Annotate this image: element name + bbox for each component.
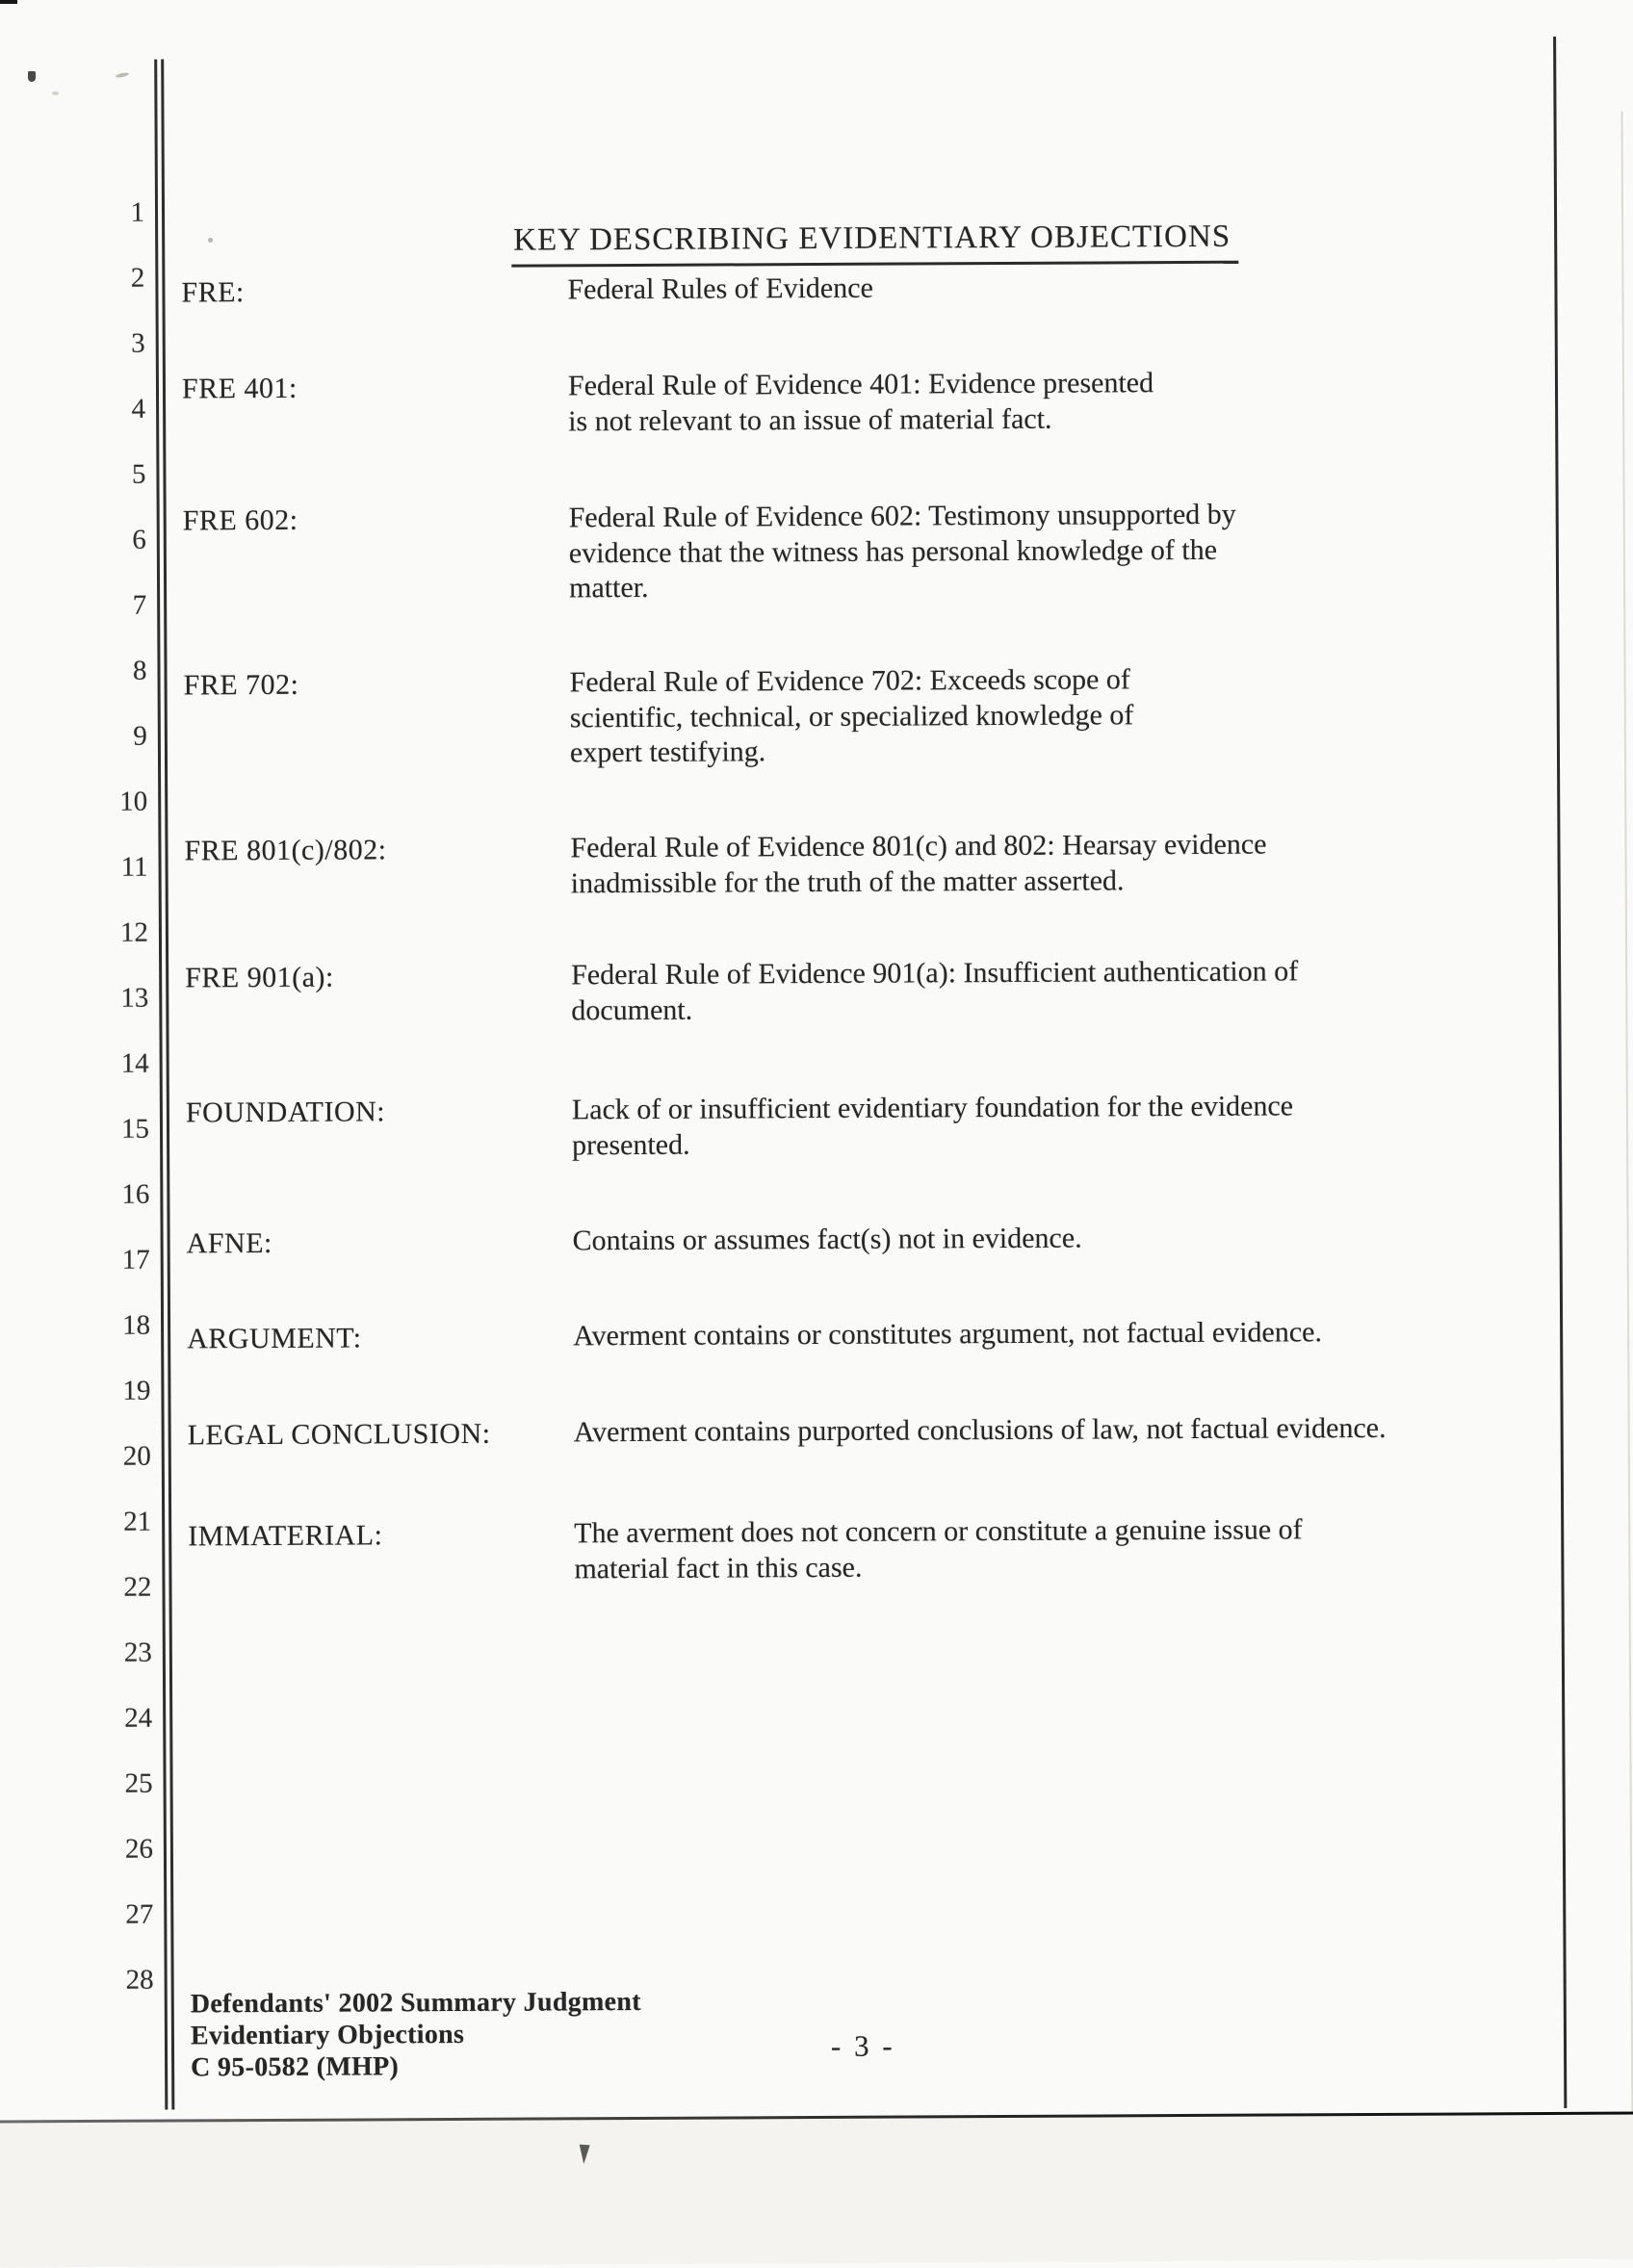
key-term-label: FOUNDATION: [185,1095,386,1129]
key-term-definition: Federal Rule of Evidence 401: Evidence presented is not relevant to an issue of material fact. [567,367,1154,437]
key-term-definition: Averment contains or constitutes argument, not factual evidence. [573,1316,1323,1353]
line-number: 18 [121,1309,151,1341]
footer-case-caption: Defendants' 2002 Summary Judgment Evidentiary Objections C 95-0582 (MHP) [190,1986,641,2083]
line-number: 12 [119,916,149,948]
key-term-label: FRE: [181,276,245,309]
key-term-label: FRE 602: [182,503,298,537]
key-term-label: FRE 801(c)/802: [184,834,387,867]
line-number: 22 [123,1571,152,1603]
page-number: - 3 - [830,2028,895,2063]
scan-speck [52,91,59,95]
line-number: 21 [123,1506,152,1537]
line-number: 26 [124,1833,154,1865]
key-term-label: IMMATERIAL: [188,1519,383,1553]
key-term-definition: Federal Rule of Evidence 602: Testimony unsupported by evidence that the witness has personal knowledge of the matter. [568,498,1236,605]
key-term-definition: Federal Rules of Evidence [567,271,873,306]
line-number: 15 [120,1113,150,1145]
line-number: 17 [121,1244,150,1276]
line-number: 11 [120,851,148,883]
line-number: 2 [130,262,145,294]
scan-stray-mark [578,2145,589,2165]
scan-speck [28,71,36,82]
line-number: 7 [132,589,147,621]
line-number: 9 [133,720,147,752]
scan-speck [208,238,213,243]
line-number: 14 [120,1047,149,1079]
line-number: 4 [131,393,146,425]
document-title: KEY DESCRIBING EVIDENTIARY OBJECTIONS [511,218,1238,268]
line-number: 16 [121,1178,150,1210]
scan-bottom-margin [0,2115,1633,2268]
key-term-label: FRE 702: [183,668,299,702]
line-number: 6 [132,524,146,555]
line-number: 24 [124,1702,153,1734]
line-number: 3 [131,327,145,359]
key-term-definition: Federal Rule of Evidence 901(a): Insufficient authentication of document. [571,955,1299,1026]
key-term-label: AFNE: [186,1226,272,1260]
right-margin-rule [1553,37,1567,2108]
line-number: 5 [131,458,146,490]
line-number: 28 [125,1964,154,1996]
key-term-definition: The averment does not concern or constitute a genuine issue of material fact in this case. [574,1513,1303,1585]
line-number: 10 [119,786,148,817]
line-number: 25 [124,1767,153,1799]
key-term-definition: Federal Rule of Evidence 702: Exceeds scope of scientific, technical, or specialized knowledge of expert testifying. [569,663,1134,769]
key-term-definition: Lack of or insufficient evidentiary foundation for the evidence presented. [571,1090,1294,1161]
scan-corner-artifact [0,0,17,4]
line-number: 8 [132,655,147,686]
key-term-label: ARGUMENT: [187,1322,362,1355]
line-number: 1 [130,196,145,228]
key-term-definition: Contains or assumes fact(s) not in evidence. [572,1222,1082,1257]
key-term-definition: Averment contains purported conclusions of law, not factual evidence. [573,1411,1387,1449]
line-number: 27 [125,1898,154,1930]
line-number: 19 [122,1375,151,1406]
key-term-definition: Federal Rule of Evidence 801(c) and 802: Hearsay evidence inadmissible for the truth of the matter asserted. [570,828,1267,899]
key-term-label: FRE 901(a): [185,961,334,994]
line-number: 20 [122,1440,151,1472]
key-term-label: LEGAL CONCLUSION: [187,1417,491,1452]
line-number: 23 [123,1637,152,1668]
line-number: 13 [120,982,149,1014]
paper-edge-shadow [1620,112,1633,2143]
key-term-label: FRE 401: [181,372,298,405]
